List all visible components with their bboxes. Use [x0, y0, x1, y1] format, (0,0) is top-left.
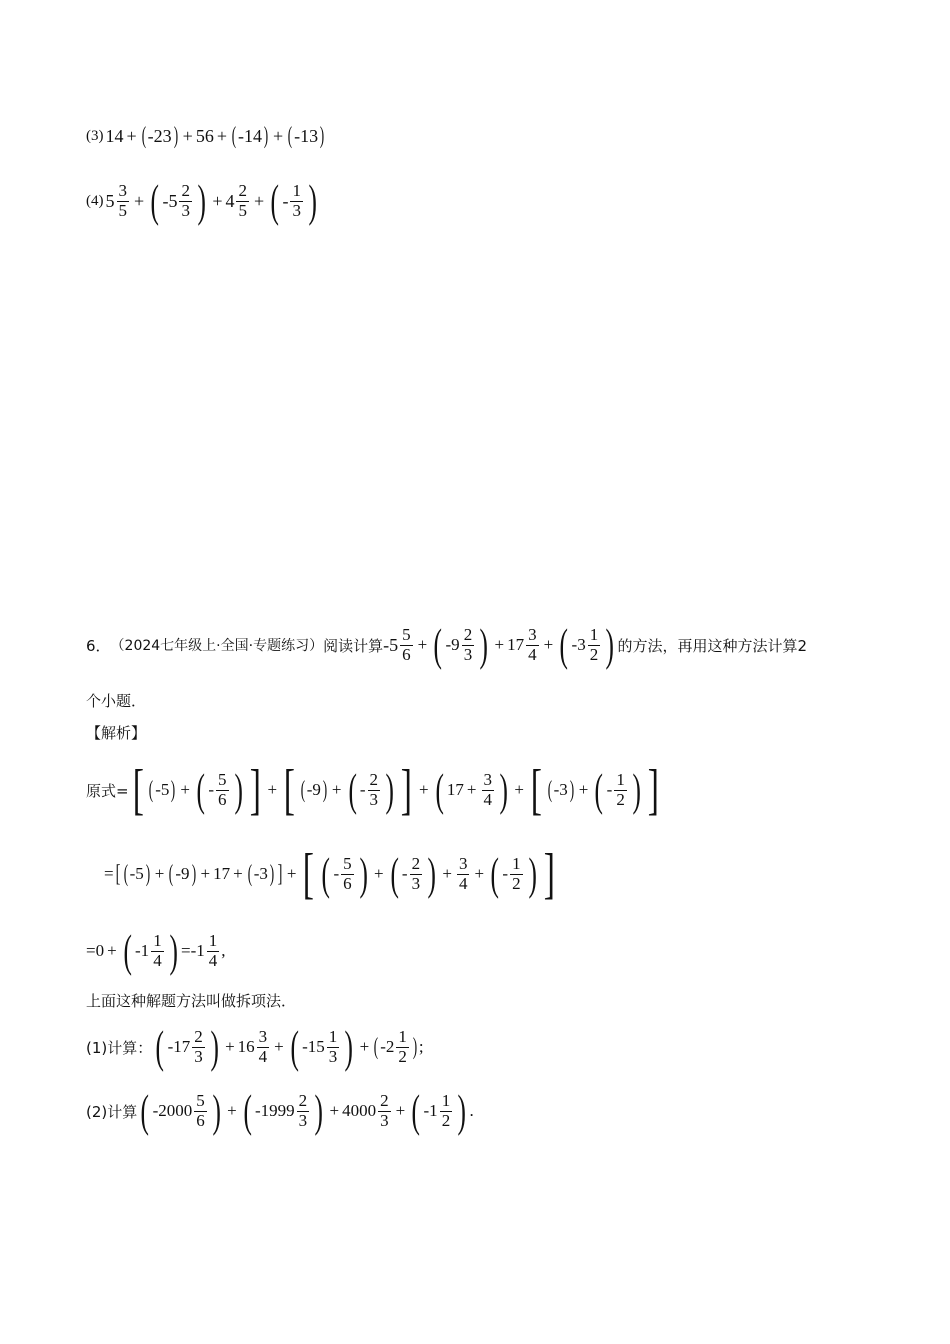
solution-line-1: 原式= [ ( -5 ) + ( - $\frac{5}{6}$ ) ] + [ ( -9 ) + ( - $\frac{2}{3}$ ) ] + ( 17 + $\frac{3}{4}$ ) + [ ( -3 ) + ( - $\frac{1}{2}$ ) ]: [86, 759, 660, 821]
sub1-label: (1)计算：: [86, 1038, 153, 1057]
original-label: 原式=: [86, 781, 129, 800]
sub-question-1: (1)计算： ( -17 $\frac{2}{3}$ ) + 16 $\frac{3}{4}$ + ( -15 $\frac{1}{3}$ ) + ( -2 $\frac{1}{2}$ ) ;: [86, 1021, 424, 1072]
question-6-stem: 6． （2024七年级上·全国·专题练习） 阅读计算 -5 $\frac{5}{6}$ + ( -9 $\frac{2}{3}$ ) + 17 $\frac{3}{4}$ + ( -3 $\frac{1}{2}$ ) 的方法，再用这种方法计算2: [86, 619, 808, 670]
problem-3: (3) 14 + ( -23 ) + 56 + ( -14 ) + ( -13 ): [86, 123, 325, 149]
term: 14: [105, 125, 124, 146]
solution-line-2: = [ ( -5 ) + ( -9 ) + 17 + ( -3 ) ] + [ ( - $\frac{5}{6}$ ) + ( - $\frac{2}{3}$ ) + $\frac{3}{4}$ + ( - $\frac{1}{2}$ ) ]: [104, 843, 555, 905]
solution-line-3: =0 + ( -1 $\frac{1}{4}$ ) =-1 $\frac{1}{4}$ ,: [86, 925, 226, 976]
sub-question-2: (2)计算 ( -2000 $\frac{5}{6}$ ) + ( -1999 $\frac{2}{3}$ ) + 4000 $\frac{2}{3}$ + ( -1 $\frac{1}{2}$ ) .: [86, 1085, 474, 1136]
question-intro: 阅读计算: [323, 636, 384, 655]
analysis-heading: 【解析】: [86, 724, 147, 742]
problem-4: (4) 5 $\frac{3}{5}$ + ( -5 $\frac{2}{3}$ ) + 4 $\frac{2}{5}$ + ( - $\frac{1}{3}$ ): [86, 175, 317, 226]
method-conclusion: 上面这种解题方法叫做拆项法．: [86, 992, 297, 1010]
question-intro-end: 的方法，再用这种方法计算2: [617, 636, 808, 655]
problem-4-label: (4): [86, 192, 104, 209]
problem-3-label: (3): [86, 127, 104, 144]
question-source: （2024七年级上·全国·专题练习）: [110, 638, 324, 654]
sub2-label: (2)计算: [86, 1102, 138, 1121]
question-6-line2: 个小题．: [86, 692, 147, 710]
question-number: 6．: [86, 636, 111, 655]
